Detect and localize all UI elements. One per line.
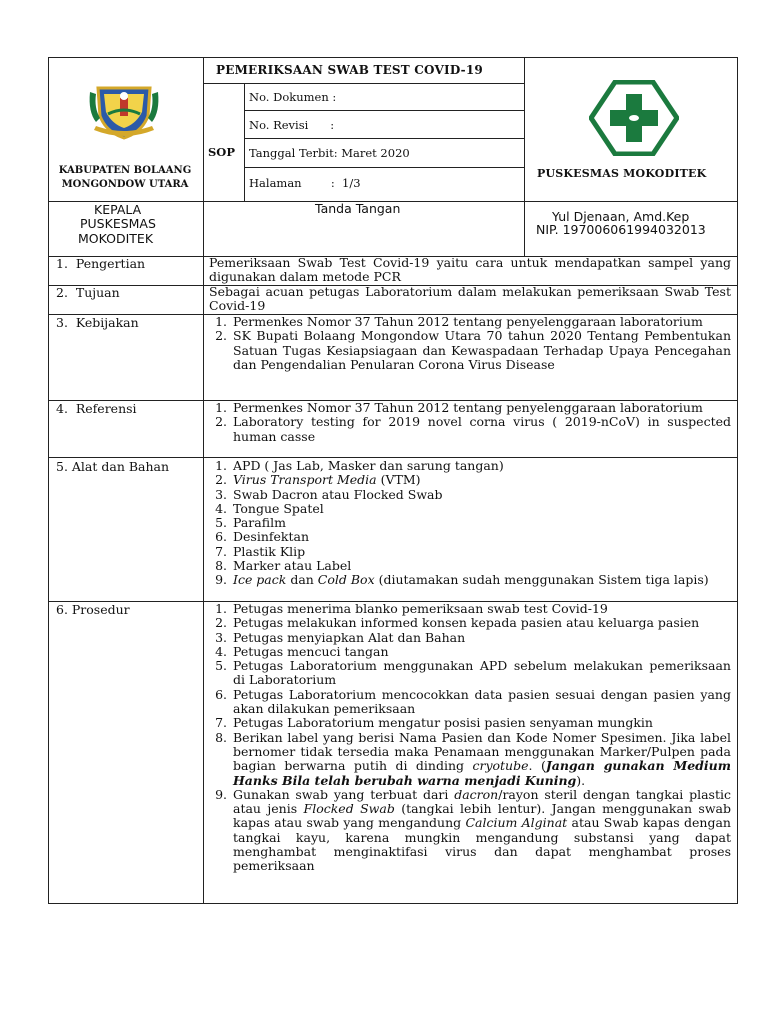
list-item: 2. SK Bupati Bolaang Mongondow Utara 70 tahun 2020 Tentang Pembentukan Satuan Tugas Kesiapsiagaan dan Kewaspadaan Terhadap Upaya Pencegahan dan Pengendalian Penularan Corona Virus Disease [231, 329, 731, 372]
label-pengertian: 1. Pengertian [56, 256, 146, 271]
list-item: 5. Petugas Laboratorium menggunakan APD sebelum melakukan pemeriksaan di Laboratorium [231, 659, 731, 688]
prosedur-content [209, 602, 731, 874]
divider [244, 110, 524, 111]
list-item: 4. Tongue Spatel [231, 502, 731, 516]
puskesmas-cross-icon [589, 80, 679, 156]
kabupaten-line-1: KABUPATEN BOLAANG [58, 165, 192, 176]
puskesmas-name: PUSKESMAS MOKODITEK [537, 167, 707, 180]
list-item: 1. Permenkes Nomor 37 Tahun 2012 tentang penyelenggaraan laboratorium [231, 401, 731, 415]
alat-bahan-content [209, 459, 731, 588]
divider [203, 83, 524, 84]
list-item: 7. Plastik Klip [231, 545, 731, 559]
divider [524, 57, 525, 256]
list-item: 1. APD ( Jas Lab, Masker dan sarung tangan) [231, 459, 731, 473]
label-tujuan: 2. Tujuan [56, 285, 120, 300]
divider [244, 167, 524, 168]
regency-emblem-icon [86, 82, 162, 142]
halaman: Halaman : 1/3 [249, 176, 361, 190]
list-item: 8. Marker atau Label [231, 559, 731, 573]
list-item: 6. Desinfektan [231, 530, 731, 544]
list-item: 1. Permenkes Nomor 37 Tahun 2012 tentang penyelenggaraan laboratorium [231, 315, 731, 329]
pengertian-text: Pemeriksaan Swab Test Covid-19 yaitu cara untuk mendapatkan sampel yang digunakan dalam metode PCR [209, 255, 731, 285]
head-nip: NIP. 197006061994032013 [536, 222, 706, 237]
list-item: 9. Ice pack dan Cold Box (diutamakan sudah menggunakan Sistem tiga lapis) [231, 573, 731, 587]
list-item: 2. Virus Transport Media (VTM) [231, 473, 731, 487]
list-item: 9. Gunakan swab yang terbuat dari dacron/rayon steril dengan tangkai plastic atau jenis Flocked Swab (tangkai lebih lentur). Jangan menggunakan swab kapas atau swab yang mengandung Calcium Alginat atau Swab kapas dengan tangkai kayu, karena mungkin mengandung substansi yang dapat menghambat menginaktifasi virus dan dapat menghambat proses pemeriksaan [231, 788, 731, 874]
label-referensi: 4. Referensi [56, 401, 137, 416]
document-title: PEMERIKSAAN SWAB TEST COVID-19 [216, 63, 483, 77]
tanda-tangan-label: Tanda Tangan [315, 201, 401, 216]
list-item: 1. Petugas menerima blanko pemeriksaan swab test Covid-19 [231, 602, 731, 616]
divider [203, 57, 204, 256]
referensi-content [209, 401, 731, 444]
tanggal-terbit: Tanggal Terbit: Maret 2020 [249, 146, 410, 160]
label-alat-bahan: 5. Alat dan Bahan [56, 459, 170, 474]
divider [244, 138, 524, 139]
role-line-3: MOKODITEK [78, 231, 154, 246]
list-item: 2. Petugas melakukan informed konsen kepada pasien atau keluarga pasien [231, 616, 731, 630]
label-prosedur: 6. Prosedur [56, 602, 130, 617]
list-item: 5. Parafilm [231, 516, 731, 530]
head-name: Yul Djenaan, Amd.Kep [552, 209, 690, 224]
tujuan-content [209, 285, 731, 314]
list-item: 4. Petugas mencuci tangan [231, 645, 731, 659]
divider [203, 256, 204, 904]
list-item: 8. Berikan label yang berisi Nama Pasien dan Kode Nomer Spesimen. Jika label bernomer tidak tersedia maka Penamaan menggunakan Marker/Pulpen pada bagian berwarna putih di dinding cryotube. (Jangan gunakan Medium Hanks Bila telah berubah warna menjadi Kuning). [231, 731, 731, 788]
role-line-2: PUSKESMAS [80, 216, 156, 231]
no-revisi: No. Revisi : [249, 118, 335, 132]
list-item: 2. Laboratory testing for 2019 novel corna virus ( 2019-nCoV) in suspected human casse [231, 415, 731, 444]
label-kebijakan: 3. Kebijakan [56, 315, 139, 330]
kebijakan-content [209, 315, 731, 372]
divider [244, 83, 245, 201]
pengertian-content [209, 256, 731, 285]
tujuan-text: Sebagai acuan petugas Laboratorium dalam melakukan pemeriksaan Swab Test Covid-19 [209, 284, 731, 314]
list-item: 7. Petugas Laboratorium mengatur posisi pasien senyaman mungkin [231, 716, 731, 730]
role-line-1: KEPALA [94, 202, 142, 217]
no-dokumen: No. Dokumen : [249, 90, 337, 104]
kabupaten-line-2: MONGONDOW UTARA [61, 179, 189, 190]
list-item: 6. Petugas Laboratorium mencocokkan data pasien sesuai dengan pasien yang akan dilakukan pemeriksaan [231, 688, 731, 717]
list-item: 3. Petugas menyiapkan Alat dan Bahan [231, 631, 731, 645]
list-item: 3. Swab Dacron atau Flocked Swab [231, 488, 731, 502]
sop-label: SOP [208, 145, 235, 159]
